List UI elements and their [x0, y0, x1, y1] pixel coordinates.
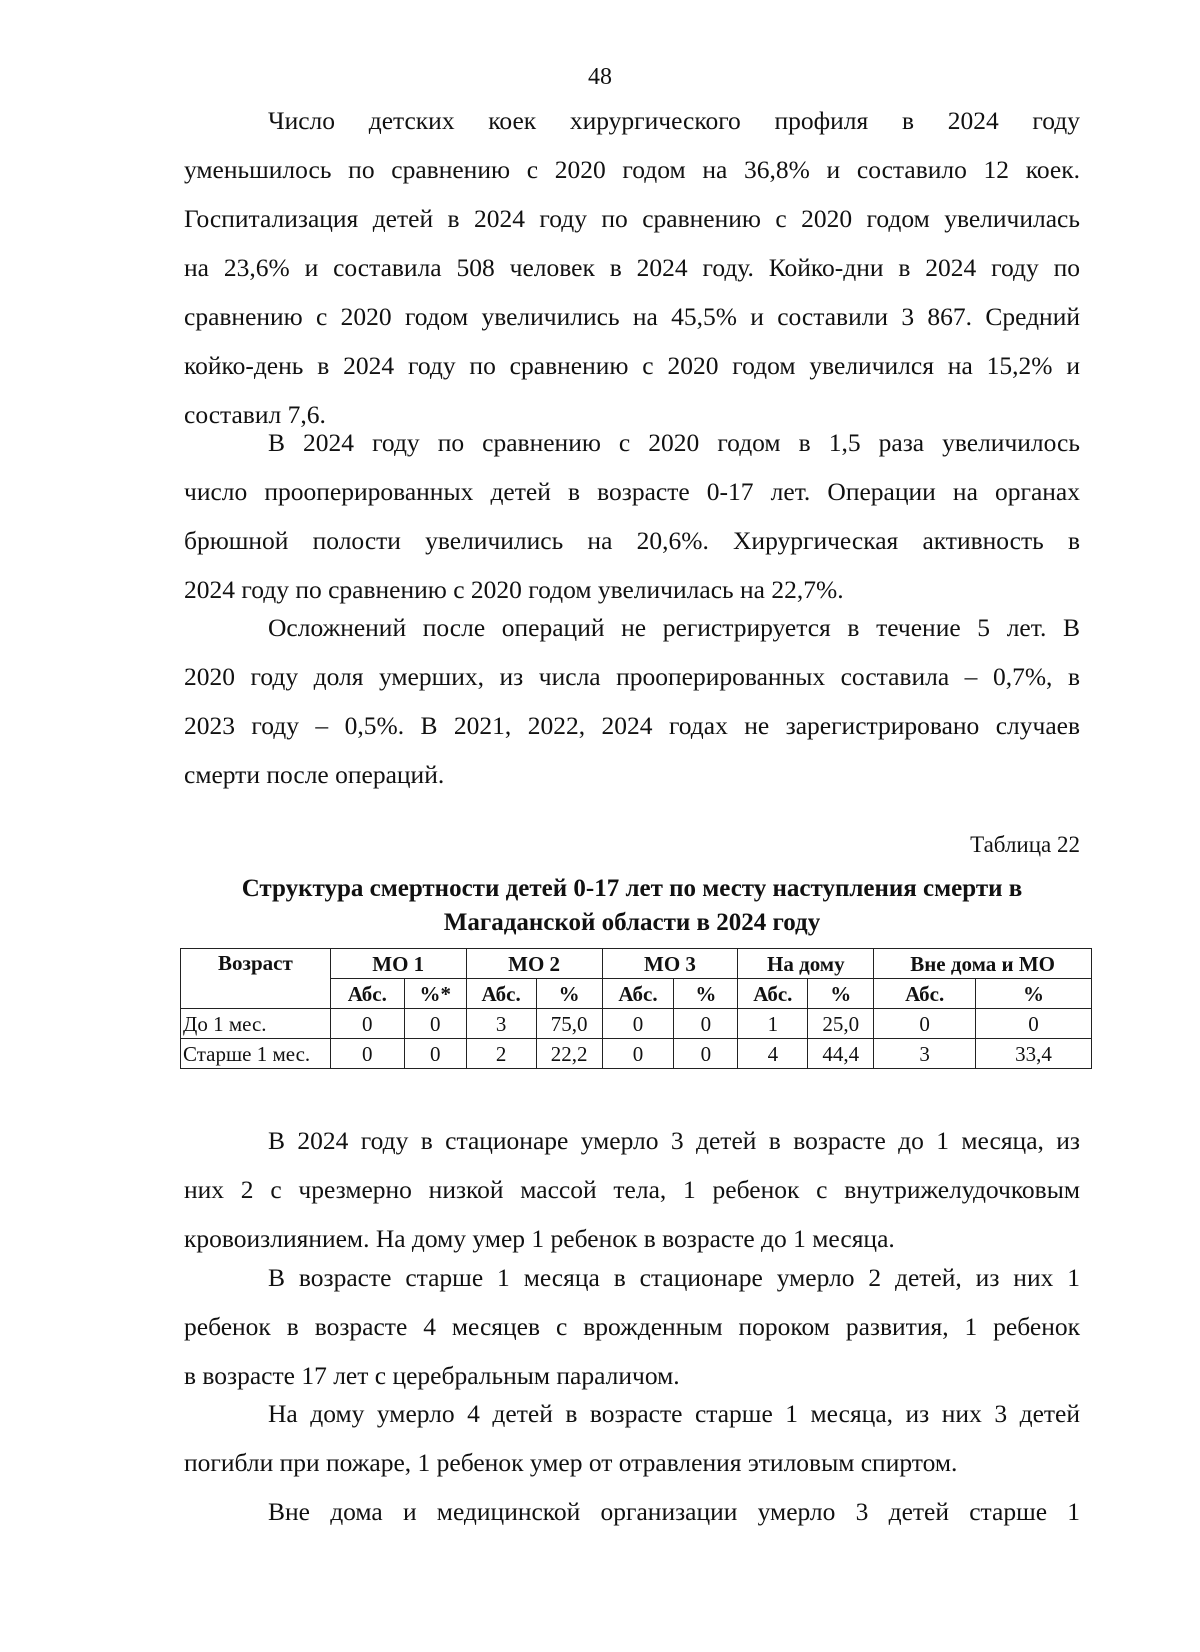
table-cell: 0 — [674, 1039, 738, 1069]
table-cell: 0 — [602, 1009, 674, 1039]
paragraph-5 — [184, 1253, 1080, 1400]
text-line: В 2024 году в стационаре умерло 3 детей в возрасте до 1 месяца, из — [268, 1126, 1080, 1155]
text-line: число прооперированных детей в возрасте 0-17 лет. Операции на органах — [184, 477, 1080, 506]
text-line: 2024 году по сравнению с 2020 годом увеличилась на 22,7%. — [184, 575, 844, 604]
subheader-cell: %* — [404, 979, 466, 1009]
text-line: уменьшилось по сравнению с 2020 годом на 36,8% и составило 12 коек. — [184, 155, 1080, 184]
table-cell: 0 — [976, 1009, 1092, 1039]
subheader-cell: % — [536, 979, 602, 1009]
text-line: Осложнений после операций не регистрируется в течение 5 лет. В — [268, 613, 1080, 642]
paragraph-3 — [184, 603, 1080, 799]
subheader-cell: % — [976, 979, 1092, 1009]
header-group: МО 1 — [330, 949, 466, 979]
subheader-cell: % — [674, 979, 738, 1009]
text-line: ребенок в возрасте 4 месяцев с врожденным пороком развития, 1 ребенок — [184, 1312, 1080, 1341]
paragraph-1 — [184, 96, 1080, 439]
table-header-row — [181, 949, 1092, 979]
table-cell: 3 — [874, 1039, 976, 1069]
text-line: брюшной полости увеличились на 20,6%. Хирургическая активность в — [184, 526, 1080, 555]
table-cell: 1 — [738, 1009, 808, 1039]
text-line: В 2024 году по сравнению с 2020 годом в 1,5 раза увеличилось — [268, 428, 1080, 457]
table-cell: 0 — [674, 1009, 738, 1039]
row-label: Старше 1 мес. — [181, 1039, 331, 1069]
text-line: на 23,6% и составила 508 человек в 2024 году. Койко-дни в 2024 году по — [184, 253, 1080, 282]
text-line: смерти после операций. — [184, 760, 445, 789]
table-caption: Таблица 22 — [970, 832, 1080, 857]
table-title — [184, 872, 1080, 940]
text-line: в возрасте 17 лет с церебральным параличом. — [184, 1361, 680, 1390]
table-cell: 3 — [466, 1009, 536, 1039]
table-title-line: Магаданской области в 2024 году — [443, 909, 821, 936]
table-cell: 22,2 — [536, 1039, 602, 1069]
text-line: них 2 с чрезмерно низкой массой тела, 1 ребенок с внутрижелудочковым — [184, 1175, 1080, 1204]
table-cell: 0 — [330, 1009, 404, 1039]
text-line: В возрасте старше 1 месяца в стационаре умерло 2 детей, из них 1 — [268, 1263, 1080, 1292]
table-row — [181, 1039, 1092, 1069]
table-cell: 25,0 — [808, 1009, 874, 1039]
mortality-table — [180, 948, 1092, 1069]
paragraph-6 — [184, 1389, 1080, 1487]
paragraph-2 — [184, 418, 1080, 614]
subheader-cell: Абс. — [330, 979, 404, 1009]
header-group: МО 3 — [602, 949, 738, 979]
subheader-cell: Абс. — [602, 979, 674, 1009]
text-line: На дому умерло 4 детей в возрасте старше 1 месяца, из них 3 детей — [268, 1399, 1080, 1428]
subheader-cell: Абс. — [466, 979, 536, 1009]
table-cell: 44,4 — [808, 1039, 874, 1069]
table-row — [181, 1009, 1092, 1039]
table-cell: 0 — [874, 1009, 976, 1039]
text-line: кровоизлиянием. На дому умер 1 ребенок в возрасте до 1 месяца. — [184, 1224, 895, 1253]
header-group: Вне дома и МО — [874, 949, 1092, 979]
table-cell: 4 — [738, 1039, 808, 1069]
table-cell: 2 — [466, 1039, 536, 1069]
paragraph-4 — [184, 1116, 1080, 1263]
text-line: составил 7,6. — [184, 400, 326, 429]
header-group: На дому — [738, 949, 874, 979]
text-line: сравнению с 2020 годом увеличились на 45,5% и составили 3 867. Средний — [184, 302, 1080, 331]
subheader-cell: % — [808, 979, 874, 1009]
text-line: Вне дома и медицинской организации умерло 3 детей старше 1 — [268, 1497, 1080, 1526]
text-line: 2023 году – 0,5%. В 2021, 2022, 2024 годах не зарегистрировано случаев — [184, 711, 1080, 740]
paragraph-7 — [184, 1487, 1080, 1536]
table-cell: 75,0 — [536, 1009, 602, 1039]
table-cell: 33,4 — [976, 1039, 1092, 1069]
text-line: Число детских коек хирургического профиля в 2024 году — [268, 106, 1080, 135]
text-line: койко-день в 2024 году по сравнению с 2020 годом увеличился на 15,2% и — [184, 351, 1080, 380]
table-cell: 0 — [404, 1009, 466, 1039]
subheader-cell: Абс. — [738, 979, 808, 1009]
text-line: 2020 году доля умерших, из числа прооперированных составила – 0,7%, в — [184, 662, 1080, 691]
table-cell: 0 — [602, 1039, 674, 1069]
page-number: 48 — [588, 64, 612, 90]
table-cell: 0 — [330, 1039, 404, 1069]
table-title-line: Структура смертности детей 0-17 лет по месту наступления смерти в — [241, 875, 1023, 902]
row-label: До 1 мес. — [181, 1009, 331, 1039]
header-age: Возраст — [181, 949, 331, 1009]
table-cell: 0 — [404, 1039, 466, 1069]
header-group: МО 2 — [466, 949, 602, 979]
subheader-cell: Абс. — [874, 979, 976, 1009]
text-line: погибли при пожаре, 1 ребенок умер от отравления этиловым спиртом. — [184, 1448, 958, 1477]
text-line: Госпитализация детей в 2024 году по сравнению с 2020 годом увеличилась — [184, 204, 1080, 233]
